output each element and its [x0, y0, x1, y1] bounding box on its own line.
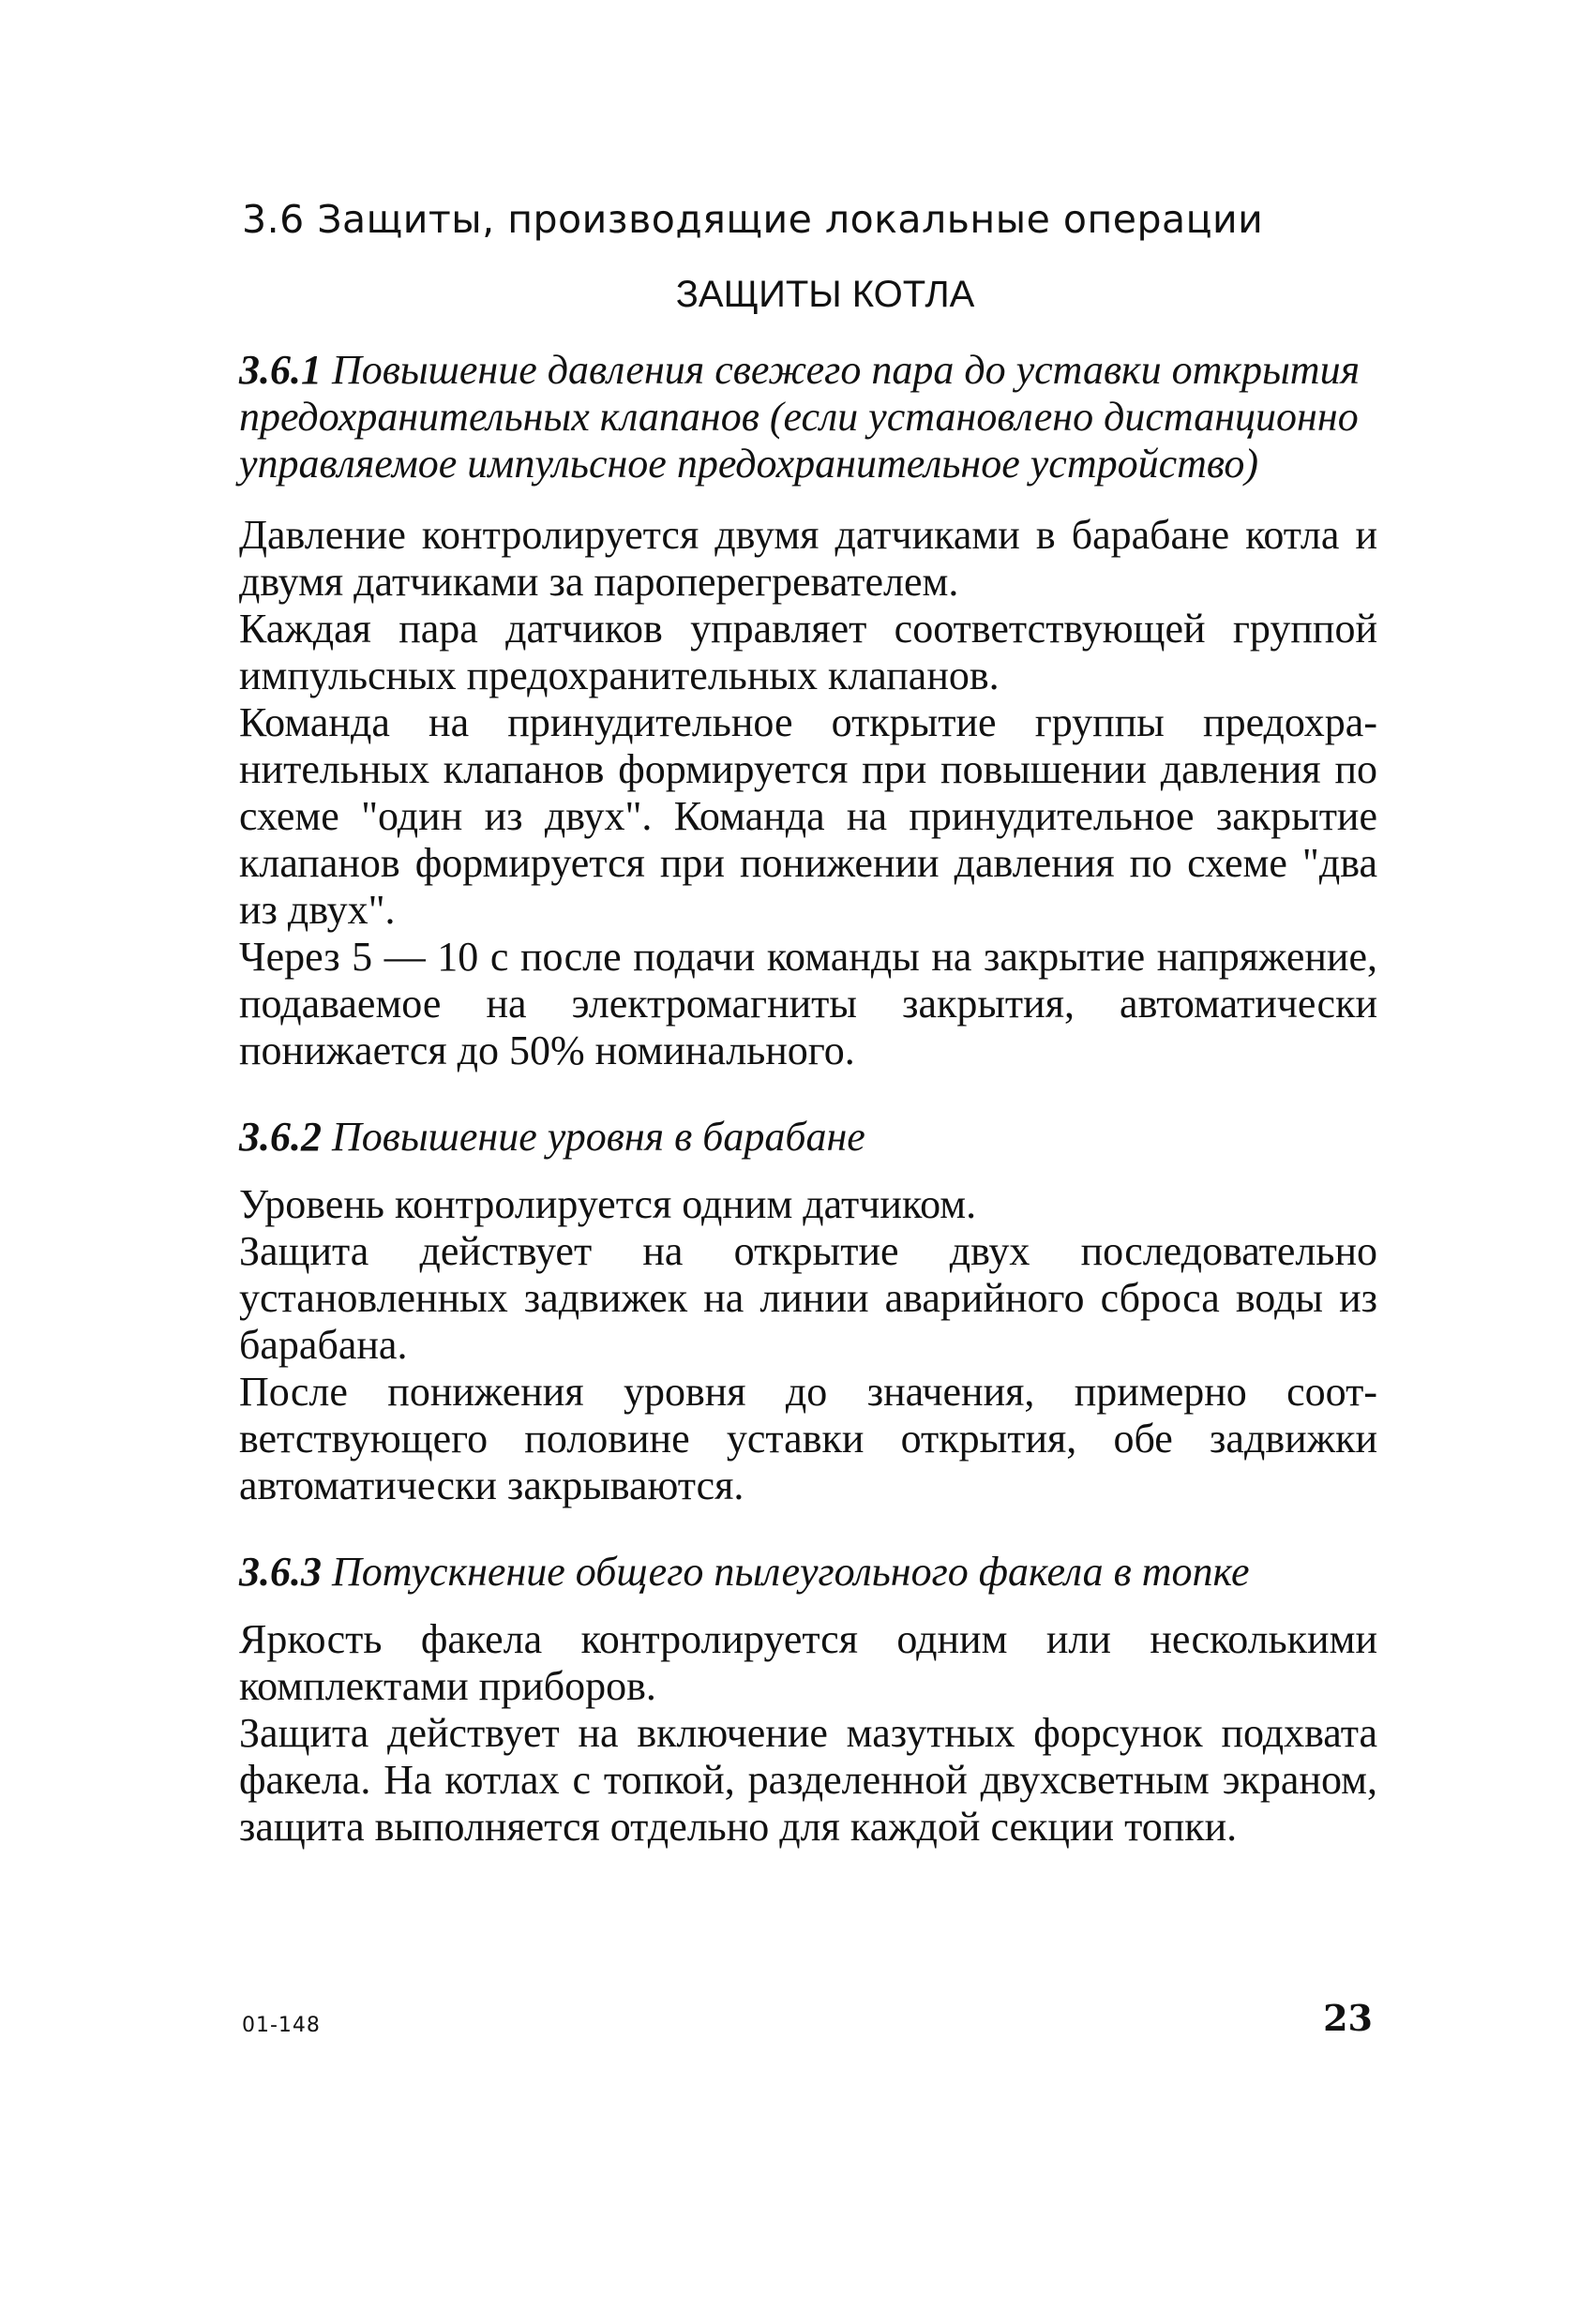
document-body	[239, 347, 1377, 1851]
item-3-6-3	[239, 1549, 1377, 1851]
footer-code: 01-148	[242, 2014, 321, 2037]
item-number: 3.6.1	[239, 347, 322, 393]
item-3-6-1	[239, 347, 1377, 1074]
item-heading	[239, 1549, 1377, 1596]
paragraph: Через 5 — 10 с после подачи команды на закрытие напряжение, подаваемое на электромагниты закрытия, автоматически понижается до 50% номинального.	[239, 934, 1377, 1073]
item-heading	[239, 1114, 1377, 1161]
sub-heading: ЗАЩИТЫ КОТЛА	[675, 274, 975, 315]
paragraph: Команда на принудительное открытие группы предохранительных клапанов формируется при повышении давления по схеме "один из двух". Команда на принудительное закрытие клапанов формируется при понижении давления по схеме "два из двух".	[239, 699, 1377, 933]
item-title: Повышение уровня в барабане	[332, 1114, 865, 1160]
paragraph: Яркость факела контролируется одним или несколькими комплектами приборов.	[239, 1616, 1377, 1709]
item-heading	[239, 347, 1377, 487]
paragraph: Каждая пара датчиков управляет соответствующей группой импульсных предохранительных клапанов.	[239, 606, 1377, 698]
item-title: Потускнение общего пылеугольного факела в топке	[332, 1549, 1250, 1595]
paragraph: Защита действует на включение мазутных форсунок подхвата факела. На котлах с топкой, разделенной двухсветным экраном, защита выполняется отдельно для каждой секции топки.	[239, 1710, 1377, 1850]
item-number: 3.6.2	[239, 1114, 322, 1160]
paragraph: Давление контролируется двумя датчиками в барабане котла и двумя датчиками за пароперегревателем.	[239, 512, 1377, 605]
item-number: 3.6.3	[239, 1549, 322, 1595]
page-number: 23	[1323, 1997, 1373, 2039]
paragraph: Уровень контролируется одним датчиком.	[239, 1181, 977, 1227]
item-title: Повышение давления свежего пара до уставки открытия предохранительных клапанов (если установлено дистанционно управляемое импульсное предохранительное устройство)	[239, 347, 1361, 487]
paragraph: Защита действует на открытие двух последовательно установленных задвижек на линии аварийного сброса воды из барабана.	[239, 1228, 1377, 1368]
item-3-6-2	[239, 1114, 1377, 1509]
paragraph: После понижения уровня до значения, примерно соответствующего половине уставки открытия, обе задвижки автоматически закрываются.	[239, 1369, 1377, 1508]
section-title: 3.6 Защиты, производящие локальные операции	[242, 197, 1264, 242]
